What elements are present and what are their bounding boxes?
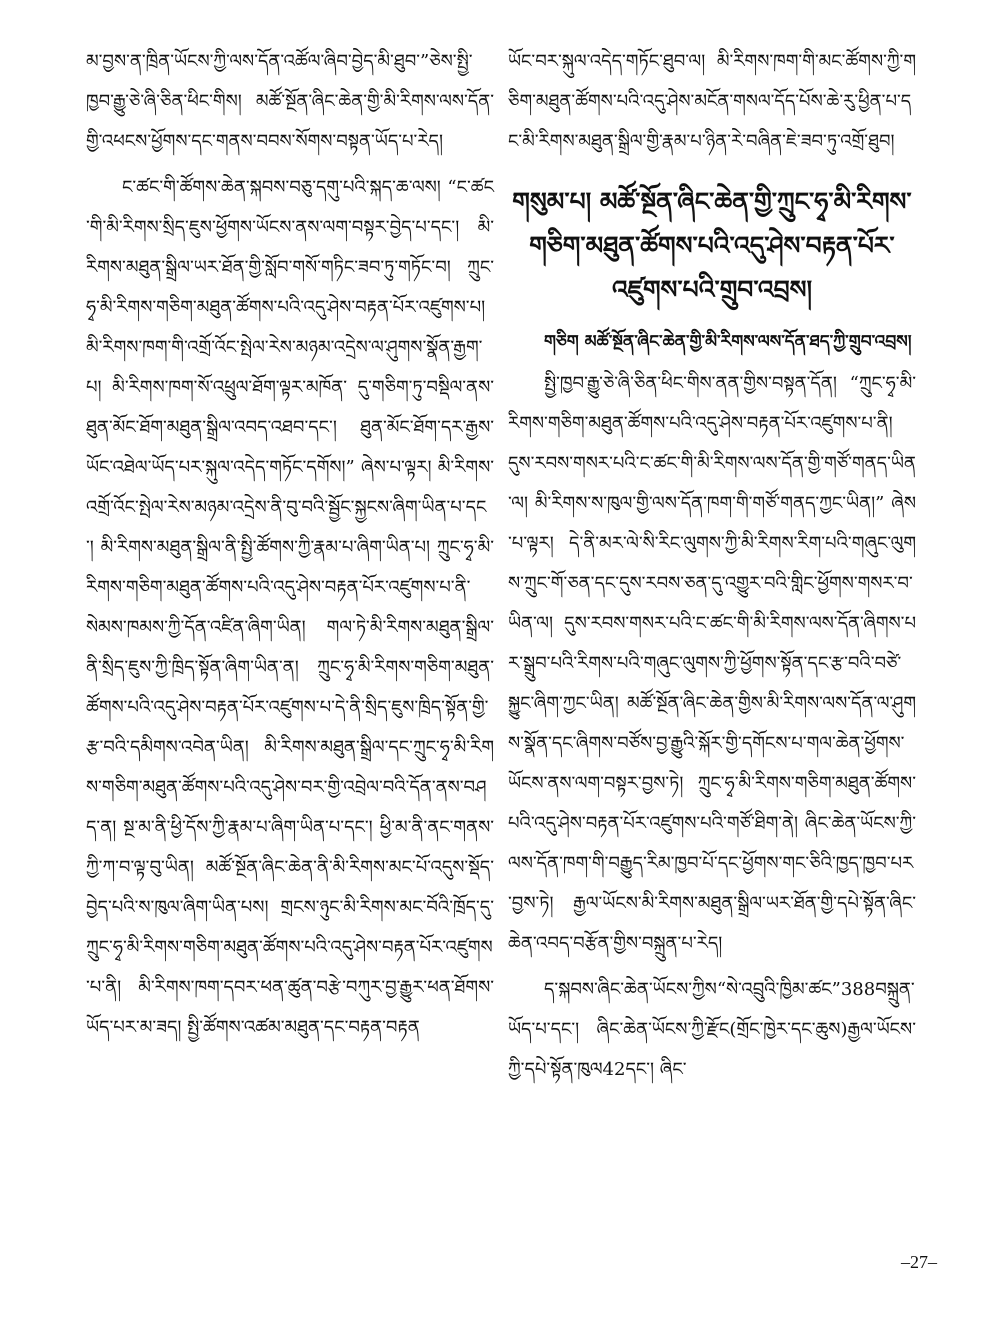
- left-paragraph-1: མ་བྱས་ན་ཁྲིན་ཡོངས་ཀྱི་ལས་དོན་འཚོལ་ཞིབ་བྱེད་མི་ཐུབ་”ཅེས་སྤྱི་ཁྱབ་རྒྱུ་ཅེ་ཞི་ཅིན་ཕིང་གིས། མཚོ་སྔོན་ཞིང་ཆེན་གྱི་མི་རིགས་ལས་དོན་གྱི་འཕངས་ཕྱོགས་དང་གནས་བབས་སོགས་བསྟན་ཡོད་པ་རེད།: [86, 51, 494, 152]
- left-paragraph-2: ང་ཚང་གི་ཚོགས་ཆེན་སྐབས་བཅུ་དགུ་པའི་སྐད་ཆ་ལས། “ང་ཚང་གི་མི་རིགས་སྲིད་ཇུས་ཕྱོགས་ཡོངས་ནས་ལག་བསྟར་བྱེད་པ་དང་། མི་རིགས་མཐུན་སྒྲིལ་ཡར་ཐོན་གྱི་སློབ་གསོ་གཏིང་ཟབ་ཏུ་གཏོང་བ། ཀྲུང་ཧྭ་མི་རིགས་གཅིག་མཐུན་ཚོགས་པའི་འདུ་ཤེས་བརྟན་པོར་འཛུགས་པ། མི་རིགས་ཁག་གི་འགྲོ་འོང་སྤེལ་རེས་མཉམ་འདྲེས་ལ་ཤུགས་སྣོན་རྒྱག་པ། མི་རིགས་ཁག་སོ་འཕྲུལ་ཐོག་ལྟར་མཁོན་ དུ་གཅིག་ཏུ་བསྡིལ་ནས་ཐུན་མོང་ཐོག་མཐུན་སྒྲིལ་འབད་འཐབ་དང་། ཐུན་མོང་ཐོག་དར་རྒྱས་ཡོང་འཐེལ་ཡོད་པར་སྐུལ་འདེད་གཏོང་དགོས།” ཞེས་པ་ལྟར། མི་རིགས་འགྲོ་འོང་སྤེལ་རེས་མཉམ་འདྲེས་ནི་བུ་བའི་སྦྱོང་སྐྱངས་ཞིག་ཡིན་པ་དང་། མི་རིགས་མཐུན་སྒྲིལ་ནི་སྤྱི་ཚོགས་ཀྱི་རྣམ་པ་ཞིག་ཡིན་པ། ཀྲུང་ཧྭ་མི་རིགས་གཅིག་མཐུན་ཚོགས་པའི་འདུ་ཤེས་བརྟན་པོར་འཛུགས་པ་ནི་སེམས་ཁམས་ཀྱི་དོན་འཛིན་ཞིག་ཡིན། གལ་ཏེ་མི་རིགས་མཐུན་སྒྲིལ་ནི་སྲིད་ཇུས་ཀྱི་ཁྲིད་སྟོན་ཞིག་ཡིན་ན། ཀྲུང་ཧྭ་མི་རིགས་གཅིག་མཐུན་ཚོགས་པའི་འདུ་ཤེས་བརྟན་པོར་འཛུགས་པ་དེ་ནི་སྲིད་ཇུས་ཁྲིད་སྟོན་གྱི་རྩ་བའི་དམིགས་འབེན་ཡིན། མི་རིགས་མཐུན་སྒྲིལ་དང་ཀྲུང་ཧྭ་མི་རིགས་གཅིག་མཐུན་ཚོགས་པའི་འདུ་ཤེས་བར་གྱི་འབྲེལ་བའི་དོན་ནས་བཤད་ན། སྔ་མ་ནི་ཕྱི་དོས་ཀྱི་རྣམ་པ་ཞིག་ཡིན་པ་དང་། ཕྱི་མ་ནི་ནང་གནས་ཀྱི་ཀ་བ་ལྟ་བུ་ཡིན། མཚོ་སྔོན་ཞིང་ཆེན་ནི་མི་རིགས་མང་པོ་འདུས་སྡོད་བྱེད་པའི་ས་ཁུལ་ཞིག་ཡིན་པས། གྲངས་ཉུང་མི་རིགས་མང་བོའི་ཁྲོད་དུ་ཀྲུང་ཧྭ་མི་རིགས་གཅིག་མཐུན་ཚོགས་པའི་འདུ་ཤེས་བརྟན་པོར་འཛུགས་པ་ནི། མི་རིགས་ཁག་དབར་ཕན་ཚུན་བརྩེ་བཀུར་བྱ་རྒྱུར་ཕན་ཐོགས་ཡོད་པར་མ་ཟད། སྤྱི་ཚོགས་འཚམ་མཐུན་དང་བརྟན་བརྟན: [86, 177, 494, 1038]
- left-column: [86, 42, 494, 1054]
- right-paragraph-3: ད་སྐབས་ཞིང་ཆེན་ཡོངས་ཀྱིས“སེ་འབྲུའི་ཁྱིམ་ཚང”388བསྐྲུན་ཡོད་པ་དང་། ཞིང་ཆེན་ཡོངས་ཀྱི་རྫོང(གྲོང་ཁྱེར་དང་ཆུས)རྒྱལ་ཡོངས་ཀྱི་དཔེ་སྟོན་ཁུལ42དང་། ཞིང་: [508, 979, 916, 1080]
- right-paragraph-1: ཡོང་བར་སྐུལ་འདེད་གཏོང་ཐུབ་ལ། མི་རིགས་ཁག་གི་མང་ཚོགས་ཀྱི་གཅིག་མཐུན་ཚོགས་པའི་འདུ་ཤེས་མངོན་གསལ་དོད་པོས་ཆེ་རུ་ཕྱིན་པ་དང་མི་རིགས་མཐུན་སྒྲིལ་གྱི་རྣམ་པ་ཉིན་རེ་བཞིན་ཇེ་ཟབ་ཏུ་འགྲོ་ཐུབ།: [508, 51, 916, 152]
- section-heading: གསུམ་པ། མཚོ་སྔོན་ཞིང་ཆེན་གྱི་ཀྲུང་ཧྭ་མི་རིགས་གཅིག་མཐུན་ཚོགས་པའི་འདུ་ཤེས་བརྟན་པོར་འཛུགས་པའི་གྲུབ་འབྲས།: [512, 187, 912, 304]
- subsection-heading: གཅིག མཚོ་སྔོན་ཞིང་ཆེན་གྱི་མི་རིགས་ལས་དོན་ཐད་ཀྱི་གྲུབ་འབྲས།: [544, 332, 912, 352]
- right-paragraph-2: སྤྱི་ཁྱབ་རྒྱུ་ཅེ་ཞི་ཅིན་ཕིང་གིས་ནན་གྱིས་བསྟན་དོན། “ཀྲུང་ཧྭ་མི་རིགས་གཅིག་མཐུན་ཚོགས་པའི་འདུ་ཤེས་བརྟན་པོར་འཛུགས་པ་ནི། དུས་རབས་གསར་པའི་ང་ཚང་གི་མི་རིགས་ལས་དོན་གྱི་གཙོ་གནད་ཡིན་ལ། མི་རིགས་ས་ཁུལ་གྱི་ལས་དོན་ཁག་གི་གཙོ་གནད་ཀྱང་ཡིན།” ཞེས་པ་ལྟར། དེ་ནི་མར་ལེ་སི་རིང་ལུགས་ཀྱི་མི་རིགས་རིག་པའི་གཞུང་ལུགས་ཀྲུང་གོ་ཅན་དང་དུས་རབས་ཅན་དུ་འགྱུར་བའི་གླིང་ཕྱོགས་གསར་བ་ཡིན་ལ། དུས་རབས་གསར་པའི་ང་ཚང་གི་མི་རིགས་ལས་དོན་ཞིགས་པར་སྒྲུབ་པའི་རིགས་པའི་གཞུང་ལུགས་ཀྱི་ཕྱོགས་སྟོན་དང་རྩ་བའི་བཙེ་སྐྱུང་ཞིག་ཀྱང་ཡིན། མཚོ་སྔོན་ཞིང་ཆེན་གྱིས་མི་རིགས་ལས་དོན་ལ་ཤུགས་སྣོན་དང་ཞིགས་བཙོས་བྱ་རྒྱུའི་སྐོར་གྱི་དགོངས་པ་གལ་ཆེན་ཕྱོགས་ཡོངས་ནས་ལག་བསྟར་བྱས་ཏེ། ཀྲུང་ཧྭ་མི་རིགས་གཅིག་མཐུན་ཚོགས་པའི་འདུ་ཤེས་བརྟན་པོར་འཛུགས་པའི་གཙོ་ཐིག་ནེ། ཞིང་ཆེན་ཡོངས་ཀྱི་ལས་དོན་ཁག་གི་བརྒྱུད་རིམ་ཁྱབ་པོ་དང་ཕྱོགས་གང་ཅིའི་ཁྱད་ཁྱབ་པར་བྱས་ཏེ། རྒྱལ་ཡོངས་མི་རིགས་མཐུན་སྒྲིལ་ཡར་ཐོན་གྱི་དཔེ་སྟོན་ཞིང་ཆེན་འབད་བརྩོན་གྱིས་བསྐྲུན་པ་རེད།: [508, 373, 916, 954]
- page-number: –27–: [901, 1252, 937, 1272]
- right-column: [508, 42, 916, 1096]
